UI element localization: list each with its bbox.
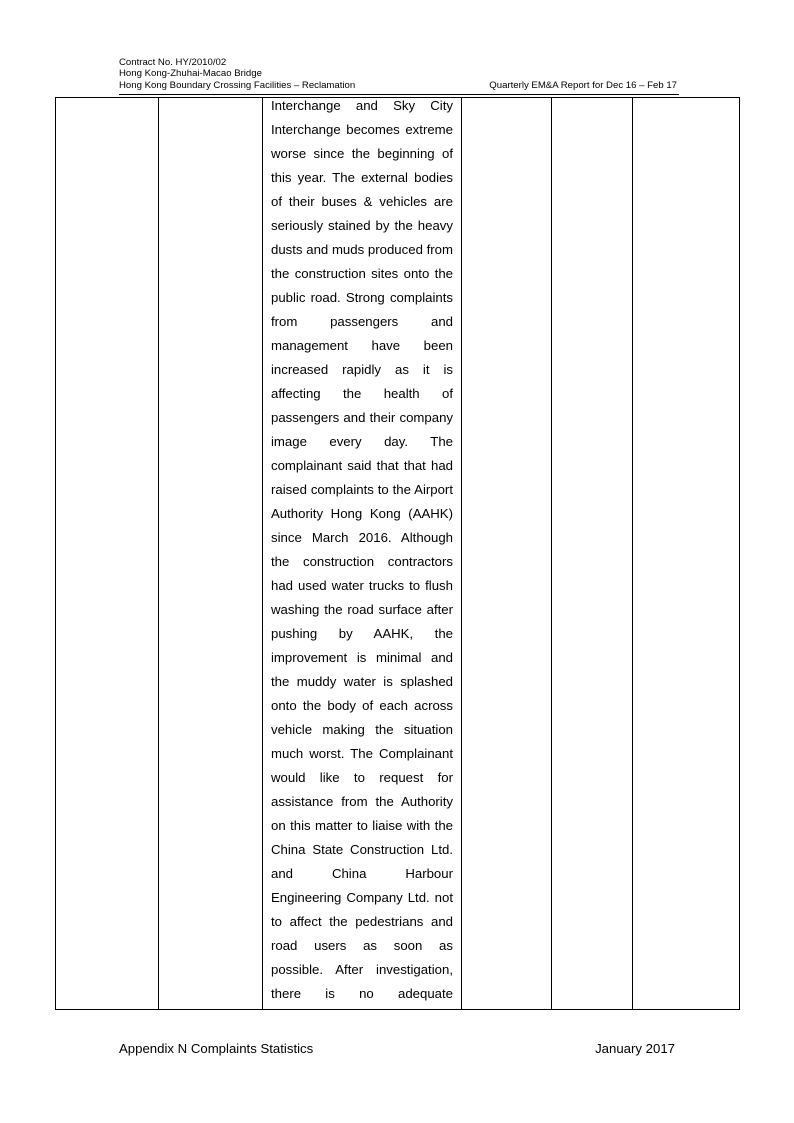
- description-line: there is no adequate: [271, 986, 453, 1001]
- description-line: Interchange and Sky City: [271, 98, 453, 113]
- description-line: seriously stained by the heavy: [271, 218, 453, 233]
- complaint-description-cell: [263, 98, 462, 1010]
- description-line: from passengers and: [271, 314, 453, 329]
- description-line: image every day. The: [271, 434, 453, 449]
- table-cell-1: [56, 98, 159, 1010]
- footer-date: January 2017: [595, 1041, 675, 1056]
- description-line: since March 2016. Although: [271, 530, 453, 545]
- page-header: [119, 57, 677, 91]
- page-footer: [119, 1041, 675, 1056]
- description-line: to affect the pedestrians and: [271, 914, 453, 929]
- description-line: Interchange becomes extreme: [271, 122, 453, 137]
- header-row: [119, 80, 677, 91]
- table-row: [56, 98, 740, 1010]
- complaint-description: [263, 92, 461, 1006]
- description-line: pushing by AAHK, the: [271, 626, 453, 641]
- description-line: onto the body of each across: [271, 698, 453, 713]
- description-line: raised complaints to the Airport: [271, 482, 453, 497]
- description-line: would like to request for: [271, 770, 453, 785]
- description-line: affecting the health of: [271, 386, 453, 401]
- description-line: the construction sites onto the: [271, 266, 453, 281]
- description-line: worse since the beginning of: [271, 146, 453, 161]
- table-cell-4: [462, 98, 552, 1010]
- description-line: management have been: [271, 338, 453, 353]
- description-line: and China Harbour: [271, 866, 453, 881]
- description-line: of their buses & vehicles are: [271, 194, 453, 209]
- description-line: possible. After investigation,: [271, 962, 453, 977]
- table-cell-2: [159, 98, 263, 1010]
- facility-name: Hong Kong Boundary Crossing Facilities – Reclamation: [119, 79, 356, 91]
- description-line: public road. Strong complaints: [271, 290, 453, 305]
- description-line: vehicle making the situation: [271, 722, 453, 737]
- description-line: washing the road surface after: [271, 602, 453, 617]
- description-line: this year. The external bodies: [271, 170, 453, 185]
- project-name: Hong Kong-Zhuhai-Macao Bridge: [119, 68, 262, 80]
- contract-number: Contract No. HY/2010/02: [119, 57, 227, 68]
- table-cell-6: [633, 98, 740, 1010]
- description-line: much worst. The Complainant: [271, 746, 453, 761]
- description-line: dusts and muds produced from: [271, 242, 453, 257]
- footer-appendix: Appendix N Complaints Statistics: [119, 1041, 314, 1056]
- description-line: China State Construction Ltd.: [271, 842, 453, 857]
- description-line: on this matter to liaise with the: [271, 818, 453, 833]
- description-line: the construction contractors: [271, 554, 453, 569]
- description-line: Engineering Company Ltd. not: [271, 890, 453, 905]
- description-line: improvement is minimal and: [271, 650, 453, 665]
- description-line: complainant said that that had: [271, 458, 453, 473]
- complaints-table: [55, 97, 740, 1010]
- table-cell-5: [552, 98, 633, 1010]
- report-title: Quarterly EM&A Report for Dec 16 – Feb 17: [489, 79, 677, 91]
- description-line: the muddy water is splashed: [271, 674, 453, 689]
- description-line: had used water trucks to flush: [271, 578, 453, 593]
- description-line: assistance from the Authority: [271, 794, 453, 809]
- description-line: road users as soon as: [271, 938, 453, 953]
- description-line: increased rapidly as it is: [271, 362, 453, 377]
- description-line: Authority Hong Kong (AAHK): [271, 506, 453, 521]
- description-line: passengers and their company: [271, 410, 453, 425]
